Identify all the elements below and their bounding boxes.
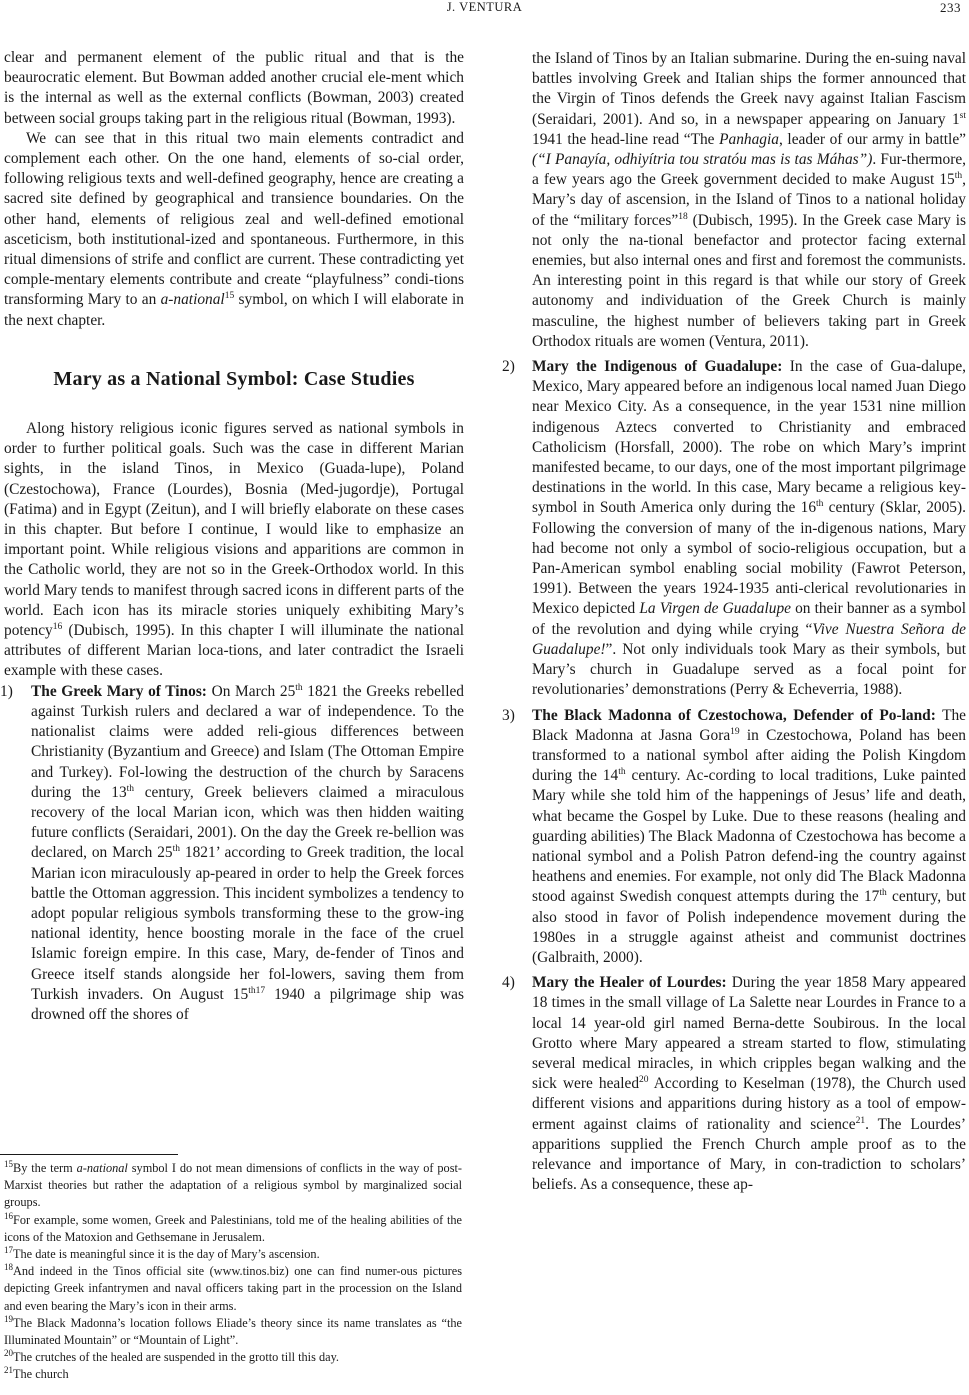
case-study-guadalupe <box>502 357 966 700</box>
footnote-18 <box>4 1263 462 1315</box>
running-head-author: J. VENTURA <box>446 0 523 14</box>
text: The Black Madonna’s location follows Eliade’s theory since its name translates as “the Illuminated Mountain” or “Mountain of Light”. <box>4 1315 462 1348</box>
superscript: th <box>879 888 887 899</box>
superscript: th <box>172 844 180 855</box>
footnotes <box>4 1160 462 1384</box>
text: 1821 the Greeks rebelled against Turkish rulers and declared a war of independence. To the nationalist claims were added reli-gious differences between Christianity (Byzantium and Greece) and Islam (The Ottoman Empire and Turkey). Fol-lowing the destruction of the church by Saracens during the 13 <box>31 682 464 801</box>
text: (Dubisch, 1995). In this chapter I will illuminate the national attributes of different Marian loca-tions, and later contradict the Israeli example with these cases. <box>4 622 464 680</box>
text: in Czestochowa, Poland has been transformed to a national symbol after aiding the Polish Kingdom during the 14 <box>532 726 966 785</box>
case-title: Mary the Indigenous of Guadalupe: <box>532 358 783 376</box>
text: For example, some women, Greek and Palestinians, told me of the healing abilities of the icons of the Matoxion and Gethsemane in Jerusalem. <box>4 1212 462 1244</box>
paragraph-tinos-continued <box>532 49 966 352</box>
footnote-number: 20 <box>4 1348 13 1359</box>
italic-term: a-national <box>160 291 225 309</box>
case-title: The Greek Mary of Tinos: <box>31 682 207 700</box>
superscript: th17 <box>248 985 266 996</box>
superscript: st <box>959 110 966 121</box>
superscript: th <box>295 682 303 693</box>
text: century, but also stood in favor of Polish independence movement during the 1980es in a struggle against atheist and communist doctrines (Galbraith, 2000). <box>532 888 966 966</box>
list-number: 3) <box>502 706 515 724</box>
case-study-lourdes <box>502 973 966 1195</box>
footnote-number: 16 <box>4 1210 13 1221</box>
superscript: th <box>816 499 824 510</box>
text: . Fur-thermore, a few years ago the Greek government decided to make August 15 <box>532 151 966 189</box>
text: 1940 a pilgrimage ship was drowned off the shores of <box>31 985 464 1023</box>
text: the Island of Tinos by an Italian submarine. During the en-suing naval battles involving Greek and Italian ships the former announced that the Virgin of Tinos defends the Greek navy against Italian Fascism (Seraidari, 2001). And so, in a newspaper appearing on January 1 <box>532 50 966 128</box>
footnote-ref: 20 <box>639 1075 649 1086</box>
text: We can see that in this ritual two main elements contradict and complement each other. On the one hand, elements of so-cial order, following religious texts and well-defined geography, hence are creating a sacred site defined by geographical and transience boundaries. On the other hand, elements of religious zeal and well-defined emotional asceticism, both institutional-ized and spontaneous. Furthermore, in this ritual dimensions of strife and conflict are current. These contradicting yet comple-mentary elements contribute and create “playfulness” condi-tions transforming Mary to an <box>4 129 464 309</box>
running-head <box>0 0 969 20</box>
italic-term: Vive Nuestra Señora de Guadalupe! <box>532 620 966 658</box>
text: century. Ac-cording to local traditions, Luke painted Mary while she told him of the happenings of Jesus’ life and death, what became the Gospel by Luke. Due to these reasons (healing and guarding abilities) The Black Madonna of Czestochowa has become a national symbol and a Polish Patron defend-ing the country against heathens and enemies. For example, not only did The Black Madonna stood against Swedish conquest attempts during the 17 <box>532 767 966 906</box>
list-number: 4) <box>502 974 515 992</box>
text: The Black Madonna at Jasna Gora <box>532 706 967 744</box>
text: 1941 the head-line read “The <box>532 130 720 148</box>
footnote-17 <box>4 1246 462 1263</box>
italic-term: La Virgen de Guadalupe <box>639 600 791 618</box>
paragraph-intro <box>4 48 464 129</box>
paragraph-ritual <box>4 129 464 331</box>
text: . The Lourdes’ apparitions supplied the French Church ample proof as to the relevance and importance of Mary, in con-tradiction to scholars’ beliefs. As a consequence, these ap- <box>532 1115 966 1194</box>
list-number: 2) <box>502 358 515 376</box>
text: on their banner as a symbol of the revolution and dying while crying “ <box>532 600 966 638</box>
text: In the case of Gua-dalupe, Mexico, Mary appeared before an indigenous local named Juan Diego near Mexico City. As a consequence, in the year 1531 nine million indigenous Aztecs converted to Christianity and embraced Catholicism (Horsfall, 2000). The robe on which Mary’s imprint manifested became, to our days, one of the most important pilgrimage destinations in the world. In this case, Mary became a religious key-symbol in South America only during the 16 <box>532 358 966 517</box>
footnote-number: 18 <box>4 1262 13 1273</box>
text: 1821’ according to Greek tradition, the local Marian icon miraculously ap-peared in order to help the Greek forces battle the Ottoman aggression. This incident symbolizes a tendency to adopt popular religious symbols transforming these to the grow-ing national identity, hence boosting morale in the face of the cruel Islamic foreign empire. In this case, Mary, de-fender of Tinos and Greece itself stands alongside her fol-lowers, saving them from Turkish invaders. On August 15 <box>31 844 464 1003</box>
italic-term: (“I Panayía, odhiyítria tou stratóu mas is tas Máhas”) <box>532 151 873 169</box>
footnote-number: 17 <box>4 1244 13 1255</box>
footnote-ref: 19 <box>730 726 740 737</box>
italic-term: Panhagia <box>719 130 779 148</box>
text: (Dubisch, 1995). In the Greek case Mary is not only the na-tional benefactor and protector facing external enemies, but also internal ones and first and foremost the communists. An interesting point in this regard is that while our story of Greek autonomy and individuation of the Greek Church is mainly masculine, the highest number of believers taking part in Greek Orthodox rituals are women (Ventura, 2011). <box>532 211 966 350</box>
text: Along history religious iconic figures served as national symbols in order to further political goals. Such was the case in different Marian sights, in the island Tinos, in Mexico (Guada-lupe), Poland (Czestochowa), France (Lourdes), Bosnia (Med-jugordje), Portugal (Fatima) and in Egypt (Zeitun), and I will briefly elaborate on these cases in this chapter. But before I continue, I would like to emphasize an important point. While religious visions and apparitions are common in the Catholic world, they are not so in the Greek-Orthodox world. In this world Mary tends to manifest through sacred icons in different parts of the world. Each icon has its miracle stories uniquely exhibiting Mary’s potency <box>4 420 464 640</box>
footnote-20 <box>4 1349 462 1366</box>
footnote-ref: 21 <box>855 1115 866 1126</box>
left-column <box>0 48 464 1025</box>
text: On March 25 <box>206 682 296 700</box>
italic-term: a-national <box>76 1161 128 1175</box>
footnote-16 <box>4 1212 462 1246</box>
case-study-czestochowa <box>502 706 967 969</box>
footnote-number: 15 <box>4 1158 13 1169</box>
case-title: The Black Madonna of Czestochowa, Defender of Po-land: <box>532 706 936 724</box>
text: symbol, on which I will elaborate in the next chapter. <box>4 291 464 329</box>
text: century, Greek believers claimed a miraculous recovery of the local Marian icon, which was then hidden waiting future conflicts (Seraidari, 2001). On the day the Greek re-bellion was declared, on March 25 <box>31 783 464 862</box>
footnote-ref: 18 <box>678 211 688 222</box>
page-number: 233 <box>940 0 961 15</box>
superscript: th <box>618 766 626 777</box>
text: , Mary’s day of ascension, in the Island of Tinos to a national holiday of the “military forces” <box>532 171 966 229</box>
text: During the year 1858 Mary appeared 18 times in the small village of La Salette near Lourdes in France to a local 14 year-old girl named Berna-dette Soubirous. In the local Grotto where Mary appeared a stream started to flow, stimulating several medical miracles, in which cripples began walking and the sick were healed <box>532 974 966 1093</box>
text: The church <box>13 1367 69 1382</box>
footnote-number: 19 <box>4 1313 13 1324</box>
text: By the term <box>13 1161 77 1175</box>
text: clear and permanent element of the public ritual and that is the beaurocratic element. But Bowman added another crucial ele-ment which is the internal as well as the external conflicts (Bowman, 2003) created between social groups taking part in the religious ritual (Bowman, 1993). <box>4 49 464 127</box>
list-number: 1) <box>0 682 13 700</box>
footnote-ref: 15 <box>224 291 235 302</box>
right-column <box>502 49 967 1195</box>
footnote-15 <box>4 1160 462 1212</box>
text: The date is meaningful since it is the day of Mary’s ascension. <box>13 1247 320 1262</box>
text: The crutches of the healed are suspended in the grotto till this day. <box>13 1350 339 1365</box>
text: , leader of our army in battle” <box>778 130 966 148</box>
footnote-rule <box>0 1154 178 1155</box>
footnote-19 <box>4 1315 462 1349</box>
text: symbol I do not mean dimensions of conflicts in the way of post-Marxist theories but rather the adaptation of a religious symbol by marginalized social groups. <box>4 1161 462 1210</box>
superscript: th <box>954 171 963 182</box>
footnote-21 <box>4 1366 462 1383</box>
case-study-tinos <box>0 682 464 1025</box>
footnote-ref: 16 <box>52 621 63 632</box>
case-title: Mary the Healer of Lourdes: <box>532 974 727 992</box>
superscript: th <box>126 783 135 794</box>
text: ”. Not only individuals took Mary as their symbols, but Mary’s church in Guadalupe served as a focal point for revolutionaries’ demonstrations (Perry & Echeverria, 1988). <box>532 640 966 699</box>
text: century (Sklar, 2005). Following the conversion of many of the in-digenous nations, Mary had become not only a symbol of socio-religious occupation, but a Pan-American symbol enabling social mobility (Fawrot Peterson, 1991). Between the years 1924-1935 anti-clerical revolutionaries in Mexico depicted <box>532 499 966 618</box>
section-heading: Mary as a National Symbol: Case Studies <box>53 367 415 390</box>
paragraph-history <box>4 419 464 682</box>
text: According to Keselman (1978), the Church used different visions and apparitions during history as a tool of empow-erment against claims of rationality and science <box>532 1075 966 1133</box>
text: And indeed in the Tinos official site (www.tinos.biz) one can find numer-ous pictures depicting Greek infantrymen and naval officers taking part in the procession on the Island and even bearing the Mary’s icon in their arms. <box>4 1264 462 1313</box>
footnote-number: 21 <box>4 1365 13 1376</box>
